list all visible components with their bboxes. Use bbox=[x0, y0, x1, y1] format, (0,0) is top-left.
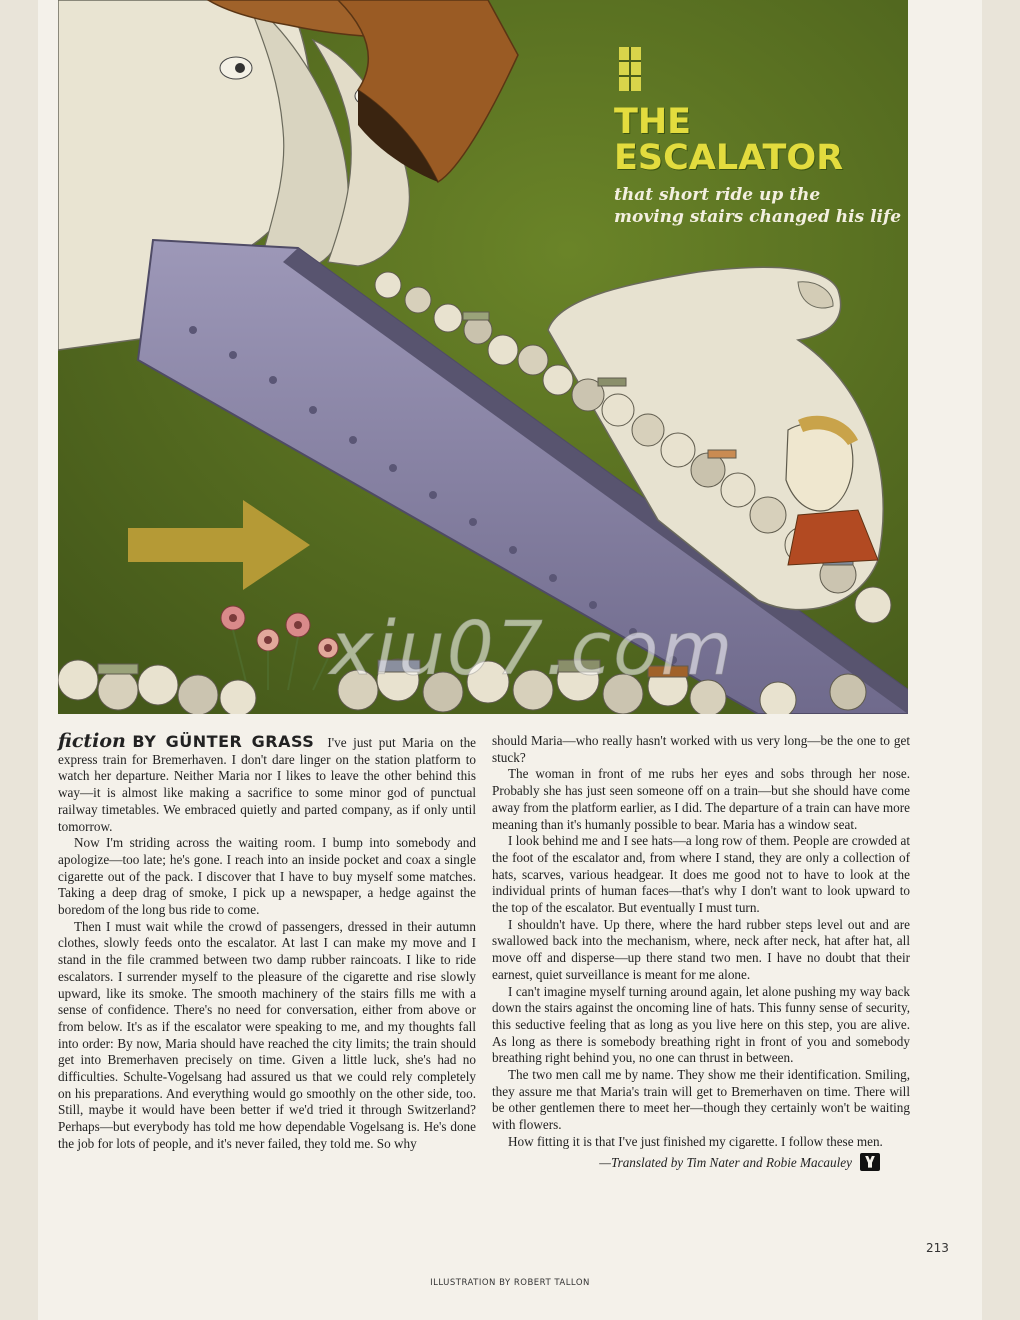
subtitle bbox=[614, 184, 904, 228]
left-column bbox=[58, 730, 477, 1153]
paragraph: The woman in front of me rubs her eyes and sobs through her nose. Probably she has just seen someone off on a train—but she should have come away from the platform earlier, as I did. The departure of a train can have more meaning than it's humanly possible to bear. Maria has a window seat. bbox=[492, 766, 910, 832]
translator-credit bbox=[492, 1153, 910, 1172]
paragraph: Now I'm striding across the waiting room. I bump into somebody and apologize—too late; he's gone. I reach into an inside pocket and coax a single cigarette out of the pack. I discover that I have to buy myself some matches. Taking a deep drag of smoke, I pick up a newspaper, a hedge against the boredom of the long bus ride to come. bbox=[58, 835, 476, 918]
title-block bbox=[614, 104, 904, 228]
subtitle-line-2: moving stairs changed his life bbox=[614, 207, 902, 227]
paragraph: I shouldn't have. Up there, where the hard rubber steps level out and are swallowed back into the mechanism, where, neck after neck, hat after hat, all move off and disperse—up there stand two men. I have no doubt that their earnest, quiet surveillance is meant for me alone. bbox=[492, 916, 910, 982]
subtitle-line-1: that short ride up the bbox=[614, 185, 821, 205]
page-number: 213 bbox=[926, 1241, 949, 1255]
window-icon bbox=[618, 46, 642, 92]
paragraph: I can't imagine myself turning around again, let alone pushing my way back down the stairs against the oncoming line of hats. This funny sense of security, this seductive feeling that as long as you live here on this step, you are alive. As long as there is somebody breathing right in front of you and somebody breathing right behind you, no one can thrust in between. bbox=[492, 983, 910, 1066]
playboy-bunny-icon bbox=[860, 1153, 880, 1171]
watermark: xiu07.com bbox=[329, 606, 735, 692]
byline-author: BY GÜNTER GRASS bbox=[132, 732, 315, 751]
title-line-1: THE bbox=[614, 102, 692, 142]
paragraph bbox=[58, 730, 477, 835]
right-column bbox=[492, 733, 910, 1171]
paragraph: The two men call me by name. They show me their identification. Smiling, they assure me that Maria's train will get to Bremerhaven on time. There will be other gentlemen there to meet her—though they certainly won't be waiting with flowers. bbox=[492, 1067, 910, 1133]
paragraph: Then I must wait while the crowd of passengers, dressed in their autumn clothes, slowly feeds onto the escalator. At last I can make my move and I stand in the file crammed between two damp rubber raincoats. I like to ride escalators. I surrender myself to the pleasure of the cigarette and rise slowly upward, like its smoke. The smooth machinery of the stairs fills me with a sense of confidence. There's no need for conversation, either from above or from below. It's as if the escalator were speaking to me, and my thoughts fall into order: By now, Maria should have reached the city limits; the train should get into Bremerhaven precisely on time. Given a little luck, she's had no difficulties. Schulte-Vogelsang had assured us that we could rely completely on his preparations. And everything would go smoothly on the other side, too. Still, maybe it would have been better if we'd tried it through Switzerland? Perhaps—but everybody has told me how dependable Vogelsang is. He's done the job for lots of people, and it's never failed, they told me. So why bbox=[58, 918, 476, 1151]
translator-credit-text: —Translated by Tim Nater and Robie Macauley bbox=[599, 1154, 852, 1170]
paragraph: How fitting it is that I've just finished my cigarette. I follow these men. bbox=[508, 1133, 883, 1149]
byline-label: fiction bbox=[58, 730, 126, 752]
title-line-2: ESCALATOR bbox=[614, 138, 844, 178]
paragraph: I look behind me and I see hats—a long row of them. People are crowded at the foot of the escalator and, from where I stand, they are only a collection of hats, scarves, various headgear. It does me good not to have to look at the individual prints of human faces—that's why I don't want to look upward to the top of the escalator. But eventually I must turn. bbox=[492, 833, 910, 916]
paragraph-text: I've just put Maria on the express train for Bremerhaven. I don't dare linger on the station platform to watch her departure. Neither Maria nor I likes to leave the other behind this way—it is almost like making a sacrifice to some minor god of punctual railway timetables. We embraced quietly and parted company, as if only until tomorrow. bbox=[58, 735, 477, 834]
illustration-credit: ILLUSTRATION BY ROBERT TALLON bbox=[430, 1278, 590, 1288]
paragraph: should Maria—who really hasn't worked with us very long—be the one to get stuck? bbox=[492, 733, 910, 765]
